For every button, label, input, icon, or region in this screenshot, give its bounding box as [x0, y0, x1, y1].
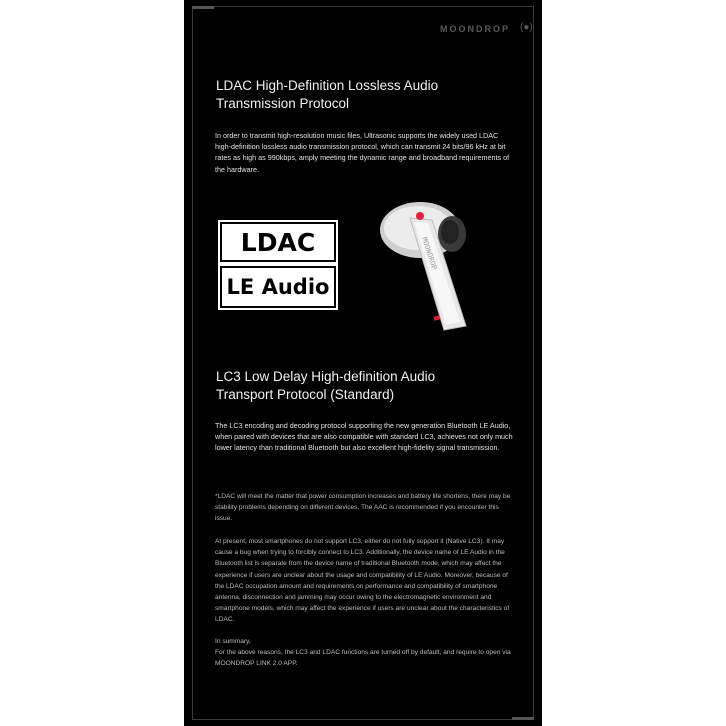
accent-dot [416, 212, 424, 220]
ldac-note: *LDAC will meet the matter that power consumption increases and battery life shortens, there may be stability problems depending on different devices. The AAC is recommended if you encounter this issue. [215, 493, 511, 523]
product-panel [184, 0, 542, 726]
section2-body: The LC3 encoding and decoding protocol supporting the new generation Bluetooth LE Audio, when paired with devices that are also compatible with standard LC3, achieves not only much lower latency than traditional Bluetooth but also excellent high-fidelity signal transmission. [215, 421, 513, 453]
frame-left-line [192, 6, 193, 720]
frame-right-line [533, 6, 534, 720]
brand-mark-icon: (●) [520, 22, 533, 33]
section1-title [216, 77, 438, 113]
compatibility-note: At present, most smartphones do not support LC3, either do not fully support it (Native LC3). It may cause a bug when trying to forcibly connect to LC3. Additionally, the device name of LE Audio in the Bluetooth list is separate from the device name of traditional Bluetooth mode, which may affect the experience if users are unclear about the usage and compatibility of LE Audio. Moreover, because of the LDAC occupation amount and requirements on performance and compatibility of smartphone antenna, disconnection and jamming may occur owing to the electromagnetic environment and smartphone models, which may affect the experience if users are unclear about the characteristics of LDAC. [215, 538, 510, 624]
earbud-label: MOONDROP [420, 236, 439, 271]
earbud-image [374, 198, 484, 338]
section1-title-line1: LDAC High-Definition Lossless Audio [216, 78, 439, 93]
summary-text: For the above reasons, the LC3 and LDAC functions are turned off by default, and require to open via MOONDROP LINK 2.0 APP. [215, 649, 511, 668]
section1-body: In order to transmit high-resolution music files, Ultrasonic supports the widely used LDAC high-definition lossless audio transmission protocol, which can transmit 24 bits/96 kHz at bit rates as high as 990kbps, amply meeting the dynamic range and broadband requirements of the hardware. [215, 131, 510, 174]
brand-logo: MOONDROP [440, 24, 510, 34]
frame-corner-tl [192, 6, 214, 9]
le-audio-badge: LE Audio [220, 266, 336, 308]
section1-title-line2: Transmission Protocol [216, 96, 350, 111]
frame-bottom-line [192, 719, 534, 720]
section2-title-line1: LC3 Low Delay High-definition Audio [216, 369, 436, 384]
section2-title [216, 368, 435, 404]
section2-title-line2: Transport Protocol (Standard) [216, 387, 395, 402]
frame-corner-br [512, 717, 534, 720]
summary-label: In summary, [215, 638, 251, 645]
ldac-badge: LDAC [220, 222, 336, 262]
frame-top-line [192, 6, 532, 7]
